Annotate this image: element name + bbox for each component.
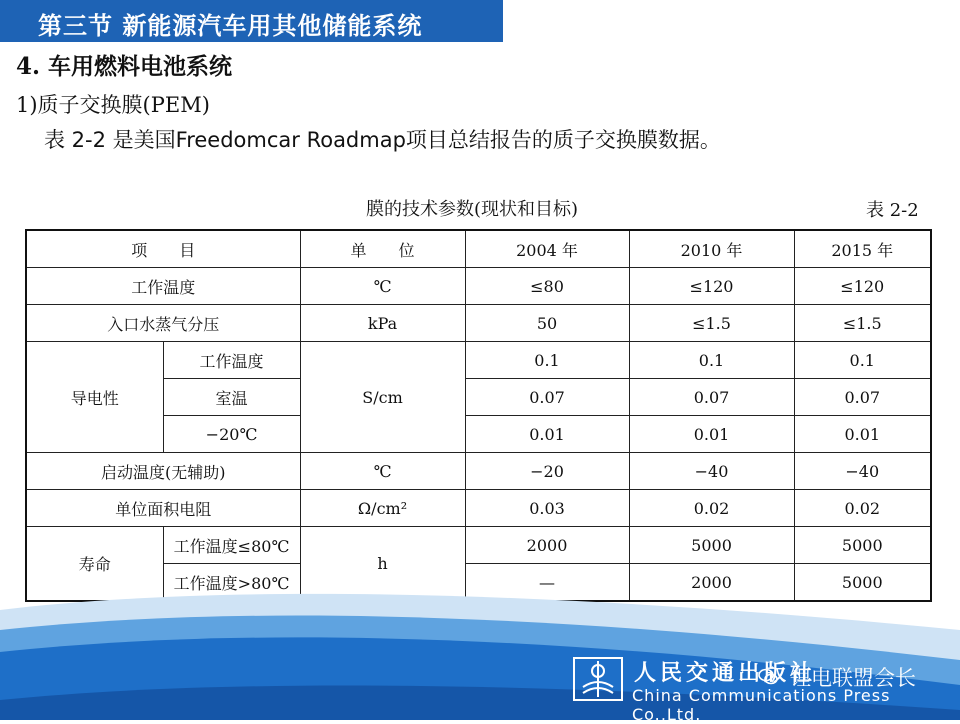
cell: −40 <box>629 453 794 490</box>
cell: 0.01 <box>629 416 794 453</box>
cell: ≤1.5 <box>794 305 931 342</box>
membrane-parameter-table <box>25 229 932 602</box>
cell: ≤80 <box>465 268 629 305</box>
cell: 5000 <box>794 564 931 602</box>
row-label: 入口水蒸气分压 <box>26 305 300 342</box>
row-unit: h <box>300 527 465 602</box>
header-2004: 2004 年 <box>465 230 629 268</box>
cell: ≤1.5 <box>629 305 794 342</box>
cell: 0.07 <box>629 379 794 416</box>
table-row <box>26 527 931 564</box>
cell: −20 <box>465 453 629 490</box>
row-sublabel: 工作温度>80℃ <box>163 564 300 602</box>
cell: 0.1 <box>465 342 629 379</box>
row-unit: ℃ <box>300 268 465 305</box>
subheading: 1)质子交换膜(PEM) <box>16 93 210 117</box>
cell: 0.01 <box>794 416 931 453</box>
watermark-text: 锂电联盟会长 <box>790 666 916 690</box>
cell: 0.1 <box>629 342 794 379</box>
row-unit: kPa <box>300 305 465 342</box>
table-row <box>26 342 931 379</box>
publisher-name-cn: 人民交通出版社 <box>634 660 817 686</box>
section-title-bar <box>0 0 503 42</box>
table-number: 表 2-2 <box>866 200 919 221</box>
cell: — <box>465 564 629 602</box>
table-row <box>26 453 931 490</box>
cell: 2000 <box>629 564 794 602</box>
cell: 50 <box>465 305 629 342</box>
table-row <box>26 305 931 342</box>
cell: 0.1 <box>794 342 931 379</box>
row-label: 单位面积电阻 <box>26 490 300 527</box>
table-caption: 膜的技术参数(现状和目标) <box>366 199 579 220</box>
row-group-label: 寿命 <box>26 527 163 602</box>
cell: 0.02 <box>629 490 794 527</box>
header-unit: 单 位 <box>300 230 465 268</box>
paragraph: 表 2-2 是美国Freedomcar Roadmap项目总结报告的质子交换膜数据。 <box>44 128 721 152</box>
row-sublabel: −20℃ <box>163 416 300 453</box>
cell: 5000 <box>794 527 931 564</box>
heading: 4. 车用燃料电池系统 <box>16 53 233 80</box>
cell: 0.07 <box>465 379 629 416</box>
cell: 0.01 <box>465 416 629 453</box>
table-row <box>26 490 931 527</box>
cell: −40 <box>794 453 931 490</box>
table-header-row <box>26 230 931 268</box>
publisher-logo-icon <box>573 657 623 701</box>
cell: ≤120 <box>794 268 931 305</box>
row-unit: S/cm <box>300 342 465 453</box>
row-label: 工作温度 <box>26 268 300 305</box>
section-title: 第三节 新能源汽车用其他储能系统 <box>38 12 423 40</box>
cell: 0.07 <box>794 379 931 416</box>
cell: 5000 <box>629 527 794 564</box>
row-unit: Ω/cm² <box>300 490 465 527</box>
cell: 0.03 <box>465 490 629 527</box>
row-unit: ℃ <box>300 453 465 490</box>
row-label: 启动温度(无辅助) <box>26 453 300 490</box>
row-sublabel: 室温 <box>163 379 300 416</box>
header-item: 项 目 <box>26 230 300 268</box>
header-2010: 2010 年 <box>629 230 794 268</box>
header-2015: 2015 年 <box>794 230 931 268</box>
cell: 2000 <box>465 527 629 564</box>
row-sublabel: 工作温度 <box>163 342 300 379</box>
table-row <box>26 268 931 305</box>
cell: 0.02 <box>794 490 931 527</box>
row-group-label: 导电性 <box>26 342 163 453</box>
cell: ≤120 <box>629 268 794 305</box>
publisher-name-en: China Communications Press Co.,Ltd. <box>632 686 891 724</box>
row-sublabel: 工作温度≤80℃ <box>163 527 300 564</box>
wechat-icon <box>758 668 778 686</box>
